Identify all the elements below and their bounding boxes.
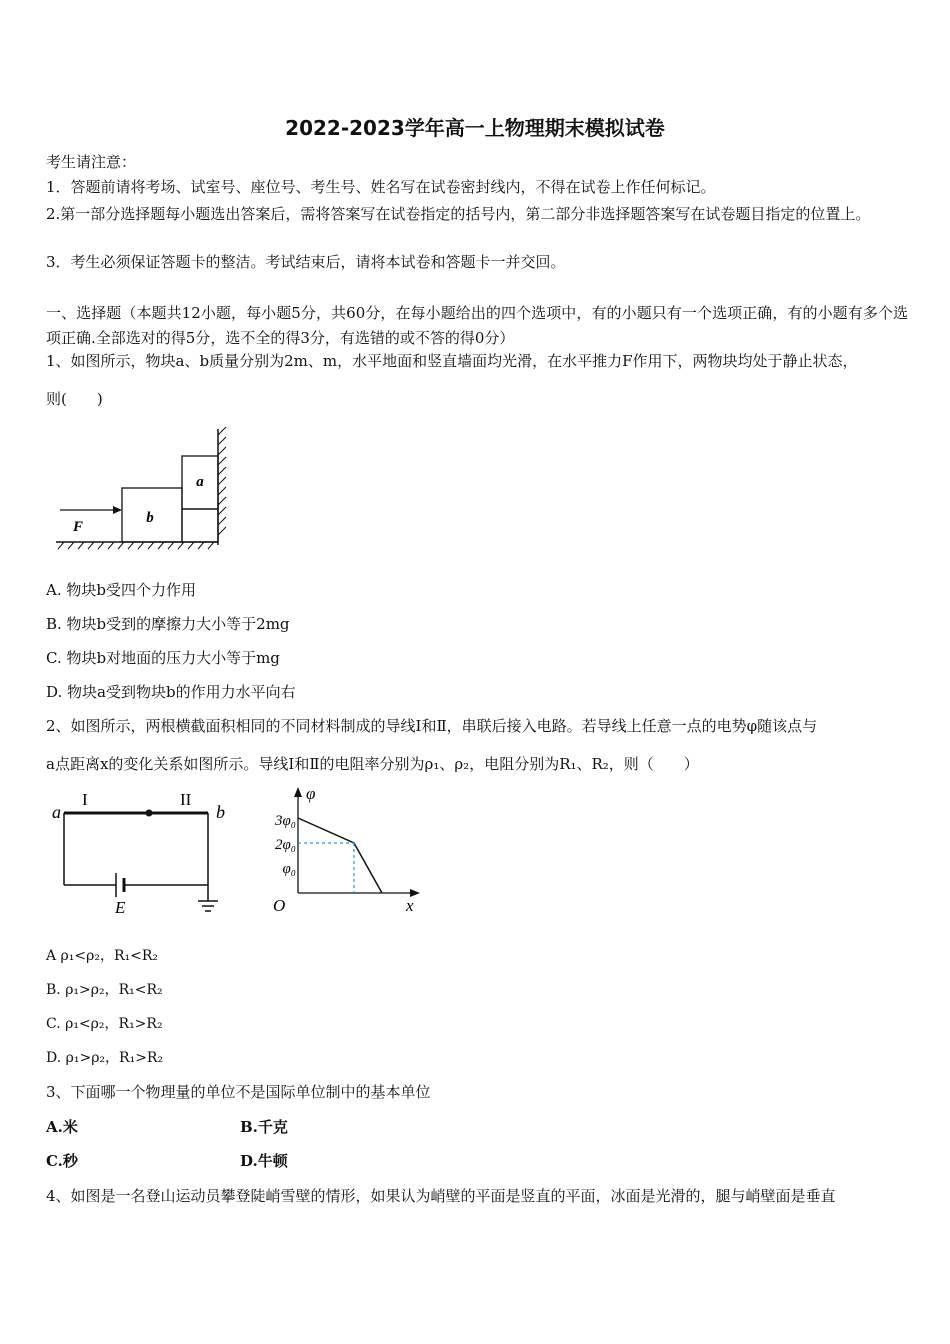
graph-tick-2: 2φ₀ [274, 837, 296, 853]
q1-option-d[interactable]: D. 物块a受到物块b的作用力水平向右 [46, 683, 296, 701]
q2-option-c[interactable]: C. ρ₁<ρ₂，R₁>R₂ [46, 1016, 163, 1032]
q3-option-b[interactable]: B.千克 [240, 1118, 288, 1136]
notice-item-2: 2.第一部分选择题每小题选出答案后，需将答案写在试卷指定的括号内，第二部分非选择题答案写在试卷题目指定的位置上。 [46, 205, 871, 223]
q2-option-a[interactable]: A ρ₁<ρ₂，R₁<R₂ [46, 948, 159, 964]
section-heading: 一、选择题（本题共12小题，每小题5分，共60分，在每小题给出的四个选项中，有的小题只有一个选项正确，有的小题有多个选项正确.全部选对的得5分，选不全的得3分，有选错的或不答的得0分） [46, 304, 908, 347]
graph-tick-1: φ₀ [282, 861, 296, 877]
q1-option-b[interactable]: B. 物块b受到的摩擦力大小等于2mg [46, 615, 290, 633]
q1-stem-end: 则( ) [46, 390, 103, 408]
label-b: b [146, 510, 154, 526]
notice-item-3: 3．考生必须保证答题卡的整洁。考试结束后，请将本试卷和答题卡一并交回。 [46, 253, 566, 271]
q2-option-b[interactable]: B. ρ₁>ρ₂，R₁<R₂ [46, 982, 163, 998]
q1-option-a[interactable]: A. 物块b受四个力作用 [46, 581, 196, 599]
q2-stem: 2、如图所示，两根横截面积相同的不同材料制成的导线Ⅰ和Ⅱ，串联后接入电路。若导线上任意一点的电势φ随该点与 [46, 717, 818, 735]
q3-stem: 3、下面哪一个物理量的单位不是国际单位制中的基本单位 [46, 1083, 431, 1101]
block-lower [182, 509, 218, 542]
notice-heading: 考生请注意： [46, 153, 137, 171]
q4-stem: 4、如图是一名登山运动员攀登陡峭雪壁的情形，如果认为峭壁的平面是竖直的平面，冰面是光滑的，腿与峭壁面是垂直 [46, 1187, 836, 1205]
label-a: a [196, 474, 204, 490]
graph-phi-label: φ [306, 784, 316, 803]
label-F: F [72, 519, 84, 535]
circuit-label-a: a [52, 802, 61, 822]
circuit-label-I: I [82, 790, 88, 809]
circuit-label-E: E [115, 898, 126, 917]
q3-option-d[interactable]: D.牛顿 [240, 1152, 288, 1170]
q1-option-c[interactable]: C. 物块b对地面的压力大小等于mg [46, 649, 280, 667]
notice-item-1: 1．答题前请将考场、试室号、座位号、考生号、姓名写在试卷密封线内，不得在试卷上作任何标记。 [46, 178, 716, 196]
graph-origin: O [273, 896, 286, 915]
q3-option-a[interactable]: A.米 [46, 1118, 78, 1136]
graph-tick-3: 3φ₀ [274, 813, 296, 829]
page-title: 2022-2023学年高一上物理期末模拟试卷 [285, 116, 665, 140]
q2-graph [260, 783, 430, 918]
q3-option-c[interactable]: C.秒 [46, 1152, 78, 1170]
q1-stem: 1、如图所示，物块a、b质量分别为2m、m，水平地面和竖直墙面均光滑，在水平推力F作用下，两物块均处于静止状态， [46, 352, 858, 370]
circuit-label-b: b [216, 802, 225, 822]
q1-figure [50, 425, 230, 555]
graph-x-label: x [406, 896, 414, 915]
q2-circuit [40, 785, 240, 920]
circuit-label-II: II [180, 790, 192, 809]
q2-stem-end: a点距离x的变化关系如图所示。导线Ⅰ和Ⅱ的电阻率分别为ρ₁、ρ₂，电阻分别为R₁、R₂，则（ ） [46, 755, 699, 773]
q2-option-d[interactable]: D. ρ₁>ρ₂，R₁>R₂ [46, 1050, 164, 1066]
